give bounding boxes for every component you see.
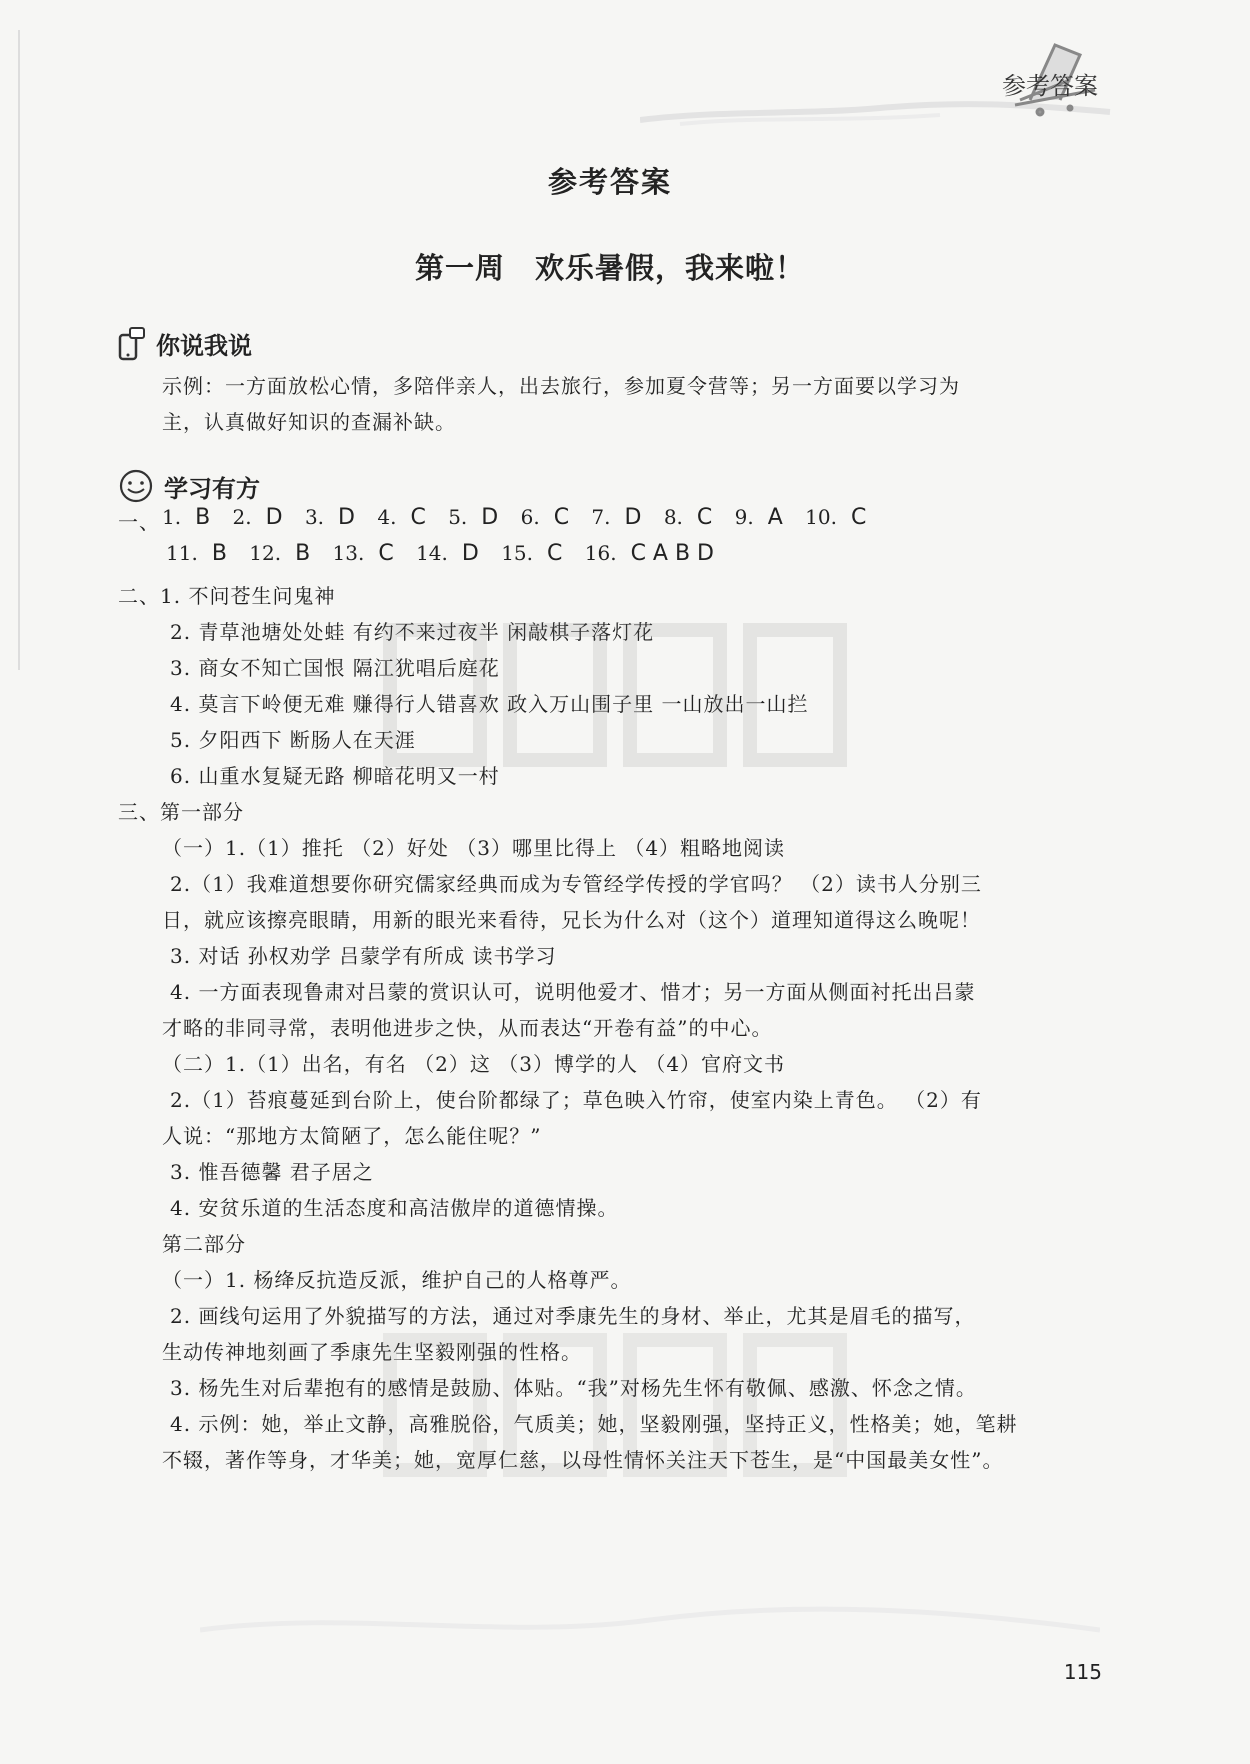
binding-edge bbox=[18, 30, 20, 670]
poem-answer-line: 2. 青草池塘处处蛙 有约不来过夜半 闲敲棋子落灯花 bbox=[170, 620, 655, 644]
answer-line: 生动传神地刻画了季康先生坚毅刚强的性格。 bbox=[162, 1340, 582, 1364]
poem-answer-line: 5. 夕阳西下 断肠人在天涯 bbox=[170, 728, 416, 752]
answer-line: （一）1.（1）推托 （2）好处 （3）哪里比得上 （4）粗略地阅读 bbox=[162, 836, 786, 860]
week-title: 第一周 欢乐暑假，我来啦！ bbox=[414, 251, 805, 285]
section-heading-text: 学习有方 bbox=[164, 474, 260, 503]
answer-line: 2.（1）苔痕蔓延到台阶上，使台阶都绿了；草色映入竹帘，使室内染上青色。 （2）有 bbox=[170, 1088, 982, 1112]
part-subheading: 第二部分 bbox=[162, 1232, 246, 1256]
answer-line: 3. 杨先生对后辈抱有的感情是鼓励、体贴。“我”对杨先生怀有敬佩、感激、怀念之情。 bbox=[170, 1376, 977, 1400]
answer-line: 3. 惟吾德馨 君子居之 bbox=[170, 1160, 374, 1184]
beach-chair-icon bbox=[640, 20, 1240, 130]
answer-line: 2. 画线句运用了外貌描写的方法，通过对季康先生的身材、举止，尤其是眉毛的描写， bbox=[170, 1304, 976, 1328]
bottom-wave-decoration bbox=[200, 1580, 1100, 1660]
section-heading-nishuo bbox=[118, 326, 252, 361]
answer-line: 日，就应该擦亮眼睛，用新的眼光来看待，兄长为什么对（这个）道理知道得这么晚呢！ bbox=[162, 908, 981, 932]
mc-answers-row2: 11. B 12. B 13. C 14. D 15. C 16. C A B D bbox=[166, 541, 714, 566]
phone-chat-icon bbox=[118, 327, 146, 361]
part-label: 一、 bbox=[118, 510, 160, 534]
page-title: 参考答案 bbox=[547, 165, 672, 199]
poem-answer-line: 二、1. 不问苍生问鬼神 bbox=[118, 584, 336, 608]
section1-line: 主，认真做好知识的查漏补缺。 bbox=[162, 410, 456, 434]
answer-line: 不辍，著作等身，才华美；她，宽厚仁慈，以母性情怀关注天下苍生，是“中国最美女性”。 bbox=[162, 1448, 1004, 1472]
answer-line: 4. 安贫乐道的生活态度和高洁傲岸的道德情操。 bbox=[170, 1196, 619, 1220]
answer-line: 才略的非同寻常，表明他进步之快，从而表达“开卷有益”的中心。 bbox=[162, 1016, 773, 1040]
part3-heading: 三、第一部分 bbox=[118, 800, 244, 824]
answer-line: 4. 一方面表现鲁肃对吕蒙的赏识认可，说明他爱才、惜才；另一方面从侧面衬托出吕蒙 bbox=[170, 980, 976, 1004]
answer-line: 2.（1）我难道想要你研究儒家经典而成为专管经学传授的学官吗？ （2）读书人分别三 bbox=[170, 872, 982, 896]
mc-answers-row1: 1. B 2. D 3. D 4. C 5. D 6. C 7. D 8. C 9. A 10. C bbox=[162, 505, 867, 530]
poem-answer-line: 4. 莫言下岭便无难 赚得行人错喜欢 政入万山围子里 一山放出一山拦 bbox=[170, 692, 809, 716]
page-number: 115 bbox=[1063, 1660, 1102, 1684]
header-label: 参考答案 bbox=[1002, 72, 1098, 100]
answer-line: （一）1. 杨绛反抗造反派，维护自己的人格尊严。 bbox=[162, 1268, 632, 1292]
section1-line: 示例：一方面放松心情，多陪伴亲人，出去旅行，参加夏令营等；另一方面要以学习为 bbox=[162, 374, 960, 398]
poem-answer-line: 3. 商女不知亡国恨 隔江犹唱后庭花 bbox=[170, 656, 500, 680]
poem-answer-line: 6. 山重水复疑无路 柳暗花明又一村 bbox=[170, 764, 500, 788]
section-heading-xuexi bbox=[118, 468, 260, 504]
smiley-face-icon bbox=[118, 468, 154, 504]
answer-line: 3. 对话 孙权劝学 吕蒙学有所成 读书学习 bbox=[170, 944, 557, 968]
section-heading-text: 你说我说 bbox=[156, 332, 252, 360]
answer-line: 人说：“那地方太简陋了，怎么能住呢？” bbox=[162, 1124, 542, 1148]
answer-line: 4. 示例：她，举止文静，高雅脱俗，气质美；她，坚毅刚强，坚持正义，性格美；她，笔耕 bbox=[170, 1412, 1018, 1436]
answer-line: （二）1.（1）出名，有名 （2）这 （3）博学的人 （4）官府文书 bbox=[162, 1052, 786, 1076]
